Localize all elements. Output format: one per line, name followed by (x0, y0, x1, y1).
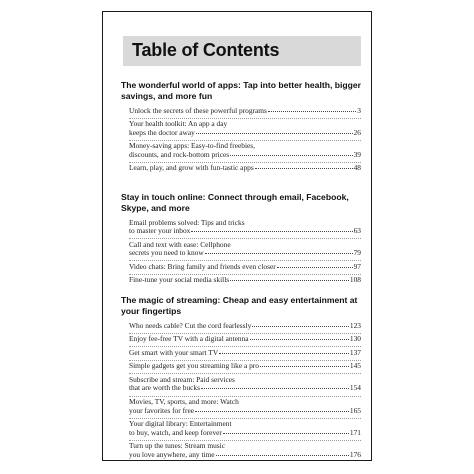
dot-leader (191, 231, 352, 232)
page-number: 63 (353, 226, 361, 236)
entry-text: Fine-tune your social media skills (129, 275, 230, 285)
entry-text: discounts, and rock-bottom prices (129, 149, 230, 159)
dot-leader (230, 155, 352, 156)
toc-entry (129, 347, 361, 361)
book-page (102, 11, 372, 461)
page-number: 176 (349, 450, 361, 460)
entry-text: Your health toolkit: An app a day (129, 119, 228, 129)
entry-text: Turn up the tunes: Stream music (129, 441, 226, 451)
section-heading: The wonderful world of apps: Tap into better health, bigger savings, and more fun (121, 80, 361, 101)
toc-entry (129, 239, 361, 261)
toc-entry (129, 441, 361, 462)
entry-list (129, 320, 361, 462)
entry-text: Who needs cable? Cut the cord fearlessly (129, 320, 252, 330)
page-number: 154 (349, 383, 361, 393)
page-number: 171 (349, 427, 361, 437)
entry-text: Simple gadgets get you streaming like a pro (129, 361, 259, 371)
dot-leader (252, 326, 349, 327)
page-number: 48 (353, 163, 361, 173)
page-number: 137 (349, 347, 361, 357)
toc-section (121, 80, 365, 176)
toc-entry (129, 275, 361, 288)
dot-leader (196, 133, 353, 134)
entry-text: to master your inbox (129, 226, 191, 236)
entry-text: Email problems solved: Tips and tricks (129, 217, 245, 227)
entry-text: secrets you need to know (129, 248, 204, 258)
toc-entry (129, 320, 361, 334)
page-number: 97 (353, 261, 361, 271)
entry-text: Subscribe and stream: Paid services (129, 374, 235, 384)
title-banner (123, 36, 361, 66)
page-title: Table of Contents (132, 40, 280, 60)
entry-text: your favorites for free (129, 405, 195, 415)
toc-entry (129, 419, 361, 441)
entry-list (129, 217, 361, 288)
page-number: 130 (349, 334, 361, 344)
entry-text: you love anywhere, any time (129, 450, 215, 460)
page-number: 145 (349, 361, 361, 371)
toc-section (121, 295, 365, 462)
entry-text: Movies, TV, sports, and more: Watch (129, 397, 239, 407)
dot-leader (201, 388, 349, 389)
dot-leader (277, 267, 353, 268)
entry-text: Call and text with ease: Cellphone (129, 239, 231, 249)
entry-text: to buy, watch, and keep forever (129, 427, 222, 437)
entry-text: Video chats: Bring family and friends even closer (129, 261, 276, 271)
entry-text: Enjoy fee-free TV with a digital antenna (129, 334, 249, 344)
dot-leader (255, 168, 353, 169)
entry-text: that are worth the bucks (129, 383, 201, 393)
toc-entry (129, 119, 361, 141)
dot-leader (268, 111, 356, 112)
toc-entry (129, 261, 361, 275)
page-number: 79 (353, 248, 361, 258)
toc-entry (129, 374, 361, 396)
entry-text: Unlock the secrets of these powerful programs (129, 105, 267, 115)
page-number: 26 (353, 127, 361, 137)
dot-leader (230, 280, 349, 281)
toc-entry (129, 163, 361, 176)
toc-section (121, 192, 365, 288)
entry-list (129, 105, 361, 176)
dot-leader (216, 455, 349, 456)
section-heading: The magic of streaming: Cheap and easy entertainment at your fingertips (121, 295, 358, 316)
entry-text: keeps the doctor away (129, 127, 195, 137)
dot-leader (195, 411, 349, 412)
toc-entry (129, 141, 361, 163)
entry-text: Learn, play, and grow with fun-tastic apps (129, 163, 254, 173)
page-number: 165 (349, 405, 361, 415)
toc-entry (129, 217, 361, 239)
dot-leader (260, 366, 349, 367)
dot-leader (205, 253, 353, 254)
page-number: 39 (353, 149, 361, 159)
toc-entry (129, 334, 361, 348)
page-number: 3 (357, 105, 361, 115)
entry-text: Your digital library: Entertainment (129, 419, 232, 429)
toc-entry (129, 105, 361, 119)
section-heading: Stay in touch online: Connect through email, Facebook, Skype, and more (121, 192, 349, 213)
entry-text: Money-saving apps: Easy-to-find freebies, (129, 141, 256, 151)
dot-leader (250, 339, 349, 340)
dot-leader (223, 433, 349, 434)
toc-entry (129, 361, 361, 375)
entry-text: Get smart with your smart TV (129, 347, 219, 357)
toc-entry (129, 397, 361, 419)
dot-leader (219, 353, 349, 354)
page-number: 108 (349, 275, 361, 285)
page-number: 123 (349, 320, 361, 330)
